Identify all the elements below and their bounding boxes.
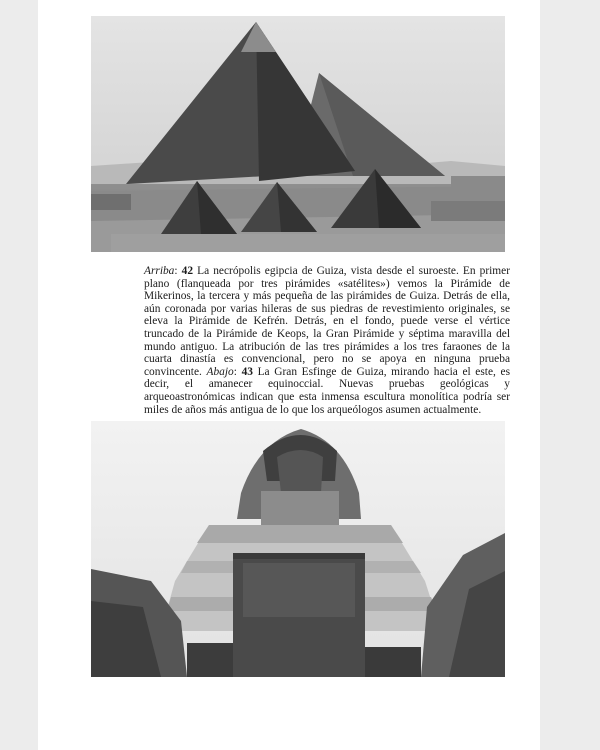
figure-caption	[144, 265, 510, 416]
giza-pyramids-photo	[91, 16, 505, 252]
caption-below-label: Abajo	[206, 365, 234, 378]
caption-separator: :	[174, 265, 182, 277]
figure-43-text: La Gran Esfinge de Guiza, mirando hacia el este, es decir, el amanecer equinoccial. Nuevas pruebas geológicas y arqueoastronómicas indican que esta inmensa escultura monolítica podría ser miles de años más antigua de lo que los arqueólogos asumen actualmente.	[144, 365, 510, 416]
figure-42-text: La necrópolis egipcia de Guiza, vista desde el suroeste. En primer plano (flanqueada por tres pirámides «satélites») vemos la Pirámide de Mikerinos, la tercera y más pequeña de las pirámides de Guiza. Detrás de ella, aún coronada por varias hileras de sus piedras de revestimiento originales, se eleva la Pirámide de Kefrén. Detrás, en el fondo, puede verse el vértice truncado de la Pirámide de Keops, la Gran Pirámide y séptima maravilla del mundo antiguo. La atribución de las tres pirámides a los tres faraones de la cuarta dinastía es convencional, pero no se apoya en ninguna prueba convincente.	[144, 265, 511, 378]
caption-above-label: Arriba	[144, 265, 175, 277]
pyramids-illustration	[91, 16, 505, 252]
book-page	[38, 0, 540, 750]
figure-43-number: 43	[241, 365, 253, 378]
caption-separator: :	[233, 365, 242, 378]
sphinx-illustration	[91, 421, 505, 677]
great-sphinx-photo	[91, 421, 505, 677]
figure-42-number: 42	[181, 265, 194, 277]
